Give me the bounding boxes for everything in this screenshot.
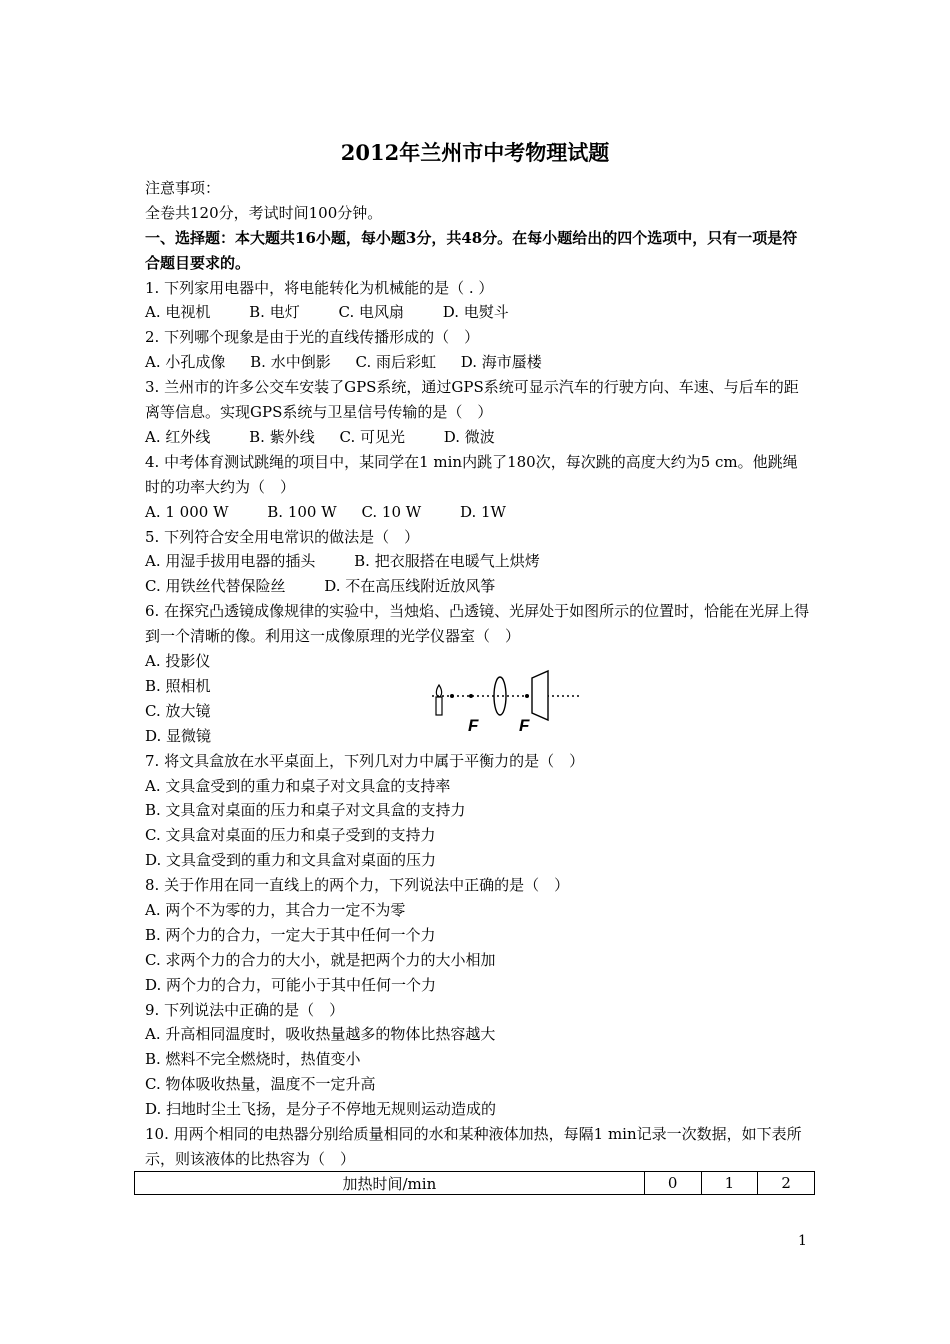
- option: D. 微波: [443, 427, 495, 446]
- question-6-stem: 6. 在探究凸透镜成像规律的实验中，当烛焰、凸透镜、光屏处于如图所示的位置时，恰能在光屏上得到一个清晰的像。利用这一成像原理的光学仪器室（ ）: [145, 602, 810, 646]
- page-number: 1: [798, 1233, 807, 1249]
- light-screen: [532, 671, 548, 720]
- candle-icon: [436, 697, 442, 715]
- question-10-stem: 10. 用两个相同的电热器分别给质量相同的水和某种液体加热，每隔1 min记录一次数据，如下表所示，则该液体的比热容为（ ）: [145, 1124, 802, 1168]
- option: C. 可见光: [339, 427, 405, 446]
- question-5-options-cd: [145, 574, 810, 599]
- option: D. 扫地时尘土飞扬，是分子不停地无规则运动造成的: [145, 1100, 497, 1119]
- focal-point: [450, 694, 454, 698]
- question-4-options: [145, 500, 810, 525]
- option: C. 放大镜: [145, 701, 211, 720]
- option: C. 文具盒对桌面的压力和桌子受到的支持力: [145, 826, 436, 845]
- notice-heading: 注意事项：: [145, 179, 221, 197]
- option: C. 雨后彩虹: [355, 353, 436, 372]
- table-row: [135, 1172, 815, 1195]
- question-5-stem: 5. 下列符合安全用电常识的做法是（ ）: [145, 527, 420, 546]
- option: C. 电风扇: [338, 303, 404, 322]
- question-2-options: [145, 350, 810, 375]
- focal-label-f: F: [468, 716, 479, 735]
- question-3-stem: 3. 兰州市的许多公交车安装了GPS系统，通过GPS系统可显示汽车的行驶方向、车速、与后车的距离等信息。实现GPS系统与卫星信号传输的是（ ）: [145, 378, 799, 422]
- question-4-stem: 4. 中考体育测试跳绳的项目中，某同学在1 min内跳了180次，每次跳的高度大约为5 cm。他跳绳时的功率大约为（ ）: [145, 452, 798, 496]
- convex-lens: [494, 677, 506, 715]
- option: B. 紫外线: [249, 427, 315, 446]
- question-1-stem: 1. 下列家用电器中，将电能转化为机械能的是（ . ）: [145, 278, 494, 297]
- question-5-options-ab: [145, 549, 810, 574]
- option: A. 文具盒受到的重力和桌子对文具盒的支持率: [145, 776, 451, 795]
- notice-text: 全卷共120分，考试时间100分钟。: [145, 203, 383, 222]
- question-7-stem: 7. 将文具盒放在水平桌面上，下列几对力中属于平衡力的是（ ）: [145, 751, 585, 770]
- option: B. 两个力的合力，一定大于其中任何一个力: [145, 925, 436, 944]
- option: D. 1W: [459, 502, 506, 521]
- option: A. 升高相同温度时，吸收热量越多的物体比热容越大: [145, 1025, 496, 1044]
- option: B. 把衣服搭在电暖气上烘烤: [354, 552, 540, 571]
- lens-diagram: [430, 668, 590, 738]
- option: A. 投影仪: [145, 652, 211, 671]
- table-header-cell: 加热时间/min: [135, 1172, 645, 1195]
- option: A. 用湿手拔用电器的插头: [145, 552, 316, 571]
- table-cell: 0: [644, 1172, 701, 1195]
- option: B. 电灯: [249, 303, 300, 322]
- focal-label-f: F: [519, 716, 530, 735]
- data-table: [134, 1171, 815, 1195]
- option: B. 照相机: [145, 676, 211, 695]
- option: B. 水中倒影: [250, 353, 331, 372]
- option: D. 文具盒受到的重力和文具盒对桌面的压力: [145, 851, 437, 870]
- table-cell: 2: [758, 1172, 815, 1195]
- option: D. 电熨斗: [442, 303, 509, 322]
- option: A. 两个不为零的力，其合力一定不为零: [145, 900, 406, 919]
- option: D. 显微镜: [145, 726, 212, 745]
- focal-point: [525, 694, 529, 698]
- option: B. 文具盒对桌面的压力和桌子对文具盒的支持力: [145, 801, 466, 820]
- option: A. 电视机: [145, 303, 211, 322]
- question-1-options: [145, 300, 810, 325]
- table-cell: 1: [701, 1172, 758, 1195]
- option: A. 红外线: [145, 427, 211, 446]
- option: D. 不在高压线附近放风筝: [324, 577, 496, 596]
- page-title: 2012年兰州市中考物理试题: [340, 140, 610, 165]
- option: B. 燃料不完全燃烧时，热值变小: [145, 1050, 361, 1069]
- question-9-stem: 9. 下列说法中正确的是（ ）: [145, 1000, 345, 1019]
- option: C. 物体吸收热量，温度不一定升高: [145, 1075, 376, 1094]
- option: D. 两个力的合力，可能小于其中任何一个力: [145, 975, 437, 994]
- option: D. 海市蜃楼: [460, 353, 542, 372]
- option: C. 用铁丝代替保险丝: [145, 577, 286, 596]
- option: A. 1 000 W: [145, 502, 229, 521]
- question-8-stem: 8. 关于作用在同一直线上的两个力，下列说法中正确的是（ ）: [145, 876, 570, 895]
- option: A. 小孔成像: [145, 353, 226, 372]
- question-3-options: [145, 425, 810, 450]
- option: C. 求两个力的合力的大小，就是把两个力的大小相加: [145, 950, 496, 969]
- section-heading: 一、选择题：本大题共16小题，每小题3分，共48分。在每小题给出的四个选项中，只有一项是符合题目要求的。: [145, 228, 798, 272]
- option: C. 10 W: [361, 502, 422, 521]
- option: B. 100 W: [267, 502, 337, 521]
- focal-point: [469, 694, 473, 698]
- question-2-stem: 2. 下列哪个现象是由于光的直线传播形成的（ ）: [145, 328, 480, 347]
